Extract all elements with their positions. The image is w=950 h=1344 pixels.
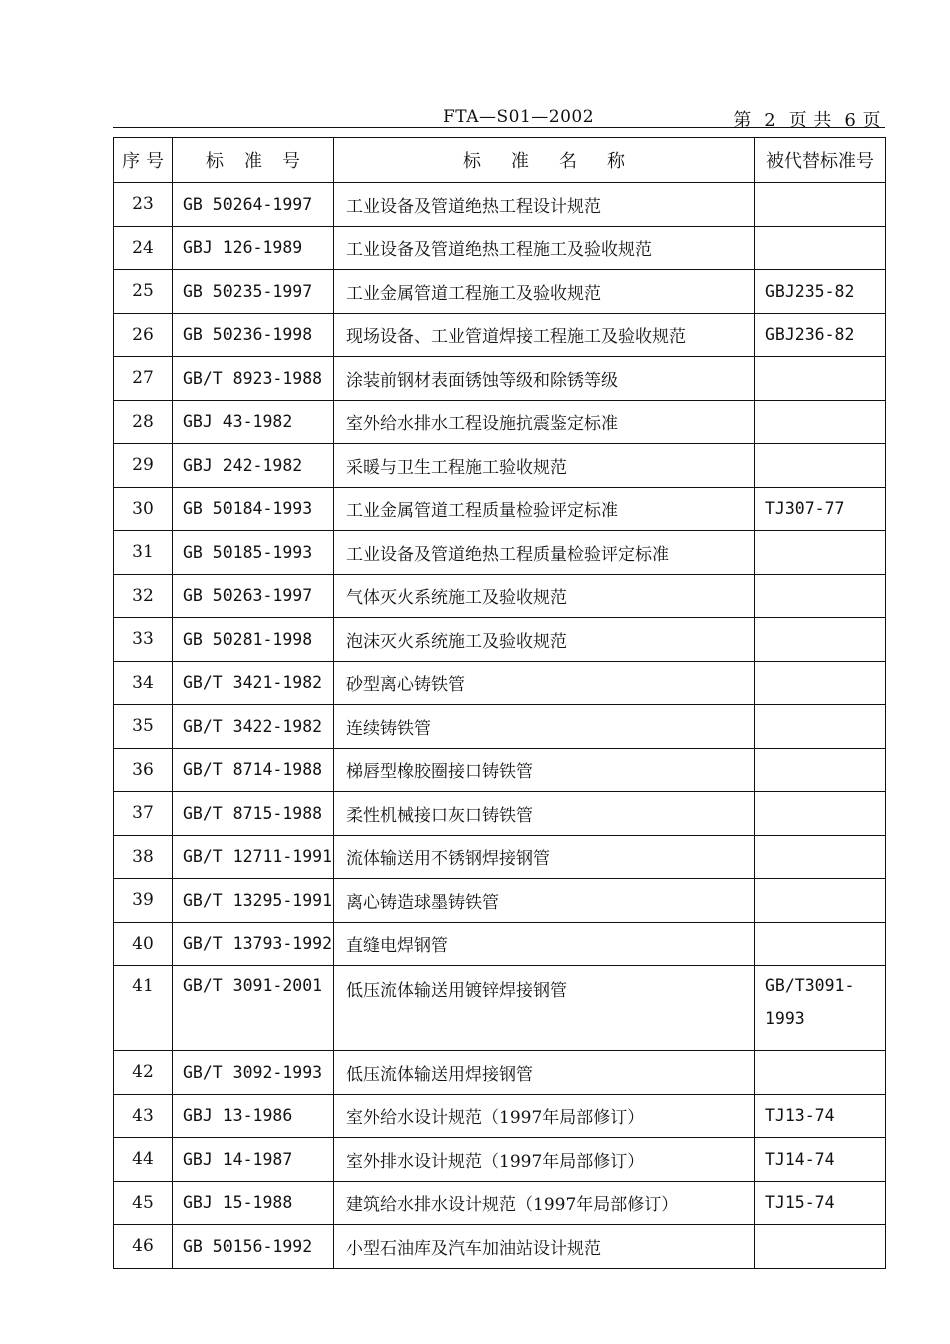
replaced-standard: TJ307-77 [755,487,886,531]
replaced-standard [755,226,886,270]
table-row [114,618,886,662]
table-row [114,1094,886,1138]
table-row [114,835,886,879]
row-number: 40 [114,922,173,966]
table-row [114,1225,886,1269]
replaced-standard [755,531,886,575]
row-number: 25 [114,270,173,314]
table-row [114,1138,886,1182]
standard-name: 室外排水设计规范（1997年局部修订） [334,1138,755,1182]
table-row [114,444,886,488]
standard-name: 现场设备、工业管道焊接工程施工及验收规范 [334,313,755,357]
standard-name: 室外给水排水工程设施抗震鉴定标准 [334,400,755,444]
replaced-standard [755,574,886,618]
row-number: 44 [114,1138,173,1182]
standard-code: GB/T 8923-1988 [173,357,334,401]
row-number: 43 [114,1094,173,1138]
replaced-standard [755,400,886,444]
standard-code: GBJ 126-1989 [173,226,334,270]
row-number: 33 [114,618,173,662]
page-header [113,105,885,131]
standard-name: 工业设备及管道绝热工程施工及验收规范 [334,226,755,270]
table-row [114,748,886,792]
replaced-standard: TJ13-74 [755,1094,886,1138]
replaced-standard [755,1051,886,1095]
standard-name: 低压流体输送用焊接钢管 [334,1051,755,1095]
table-row [114,531,886,575]
replaced-standard [755,357,886,401]
standard-code: GB 50264-1997 [173,183,334,227]
replaced-standard [755,879,886,923]
row-number: 28 [114,400,173,444]
standard-name: 直缝电焊钢管 [334,922,755,966]
table-row [114,226,886,270]
replaced-standard: GBJ235-82 [755,270,886,314]
standard-code: GB 50185-1993 [173,531,334,575]
table-row [114,270,886,314]
standard-code: GB/T 13295-1991 [173,879,334,923]
row-number: 42 [114,1051,173,1095]
standard-name: 采暖与卫生工程施工验收规范 [334,444,755,488]
column-header-no: 序号 [114,138,173,183]
replaced-standard [755,1225,886,1269]
replaced-standard [755,444,886,488]
replaced-standard [755,183,886,227]
standard-name: 柔性机械接口灰口铸铁管 [334,792,755,836]
replaced-standard [755,835,886,879]
standard-code: GBJ 15-1988 [173,1181,334,1225]
standard-name: 涂装前钢材表面锈蚀等级和除锈等级 [334,357,755,401]
row-number: 45 [114,1181,173,1225]
standard-code: GB 50263-1997 [173,574,334,618]
standard-name: 离心铸造球墨铸铁管 [334,879,755,923]
standard-code: GB 50281-1998 [173,618,334,662]
standard-name: 工业金属管道工程质量检验评定标准 [334,487,755,531]
standard-code: GB/T 8715-1988 [173,792,334,836]
table-row [114,922,886,966]
standard-name: 低压流体输送用镀锌焊接钢管 [334,966,755,1051]
row-number: 30 [114,487,173,531]
table-row [114,357,886,401]
table-row [114,1051,886,1095]
standard-code: GB/T 3421-1982 [173,661,334,705]
replaced-standard: GB/T3091- 1993 [755,966,886,1051]
standard-name: 小型石油库及汽车加油站设计规范 [334,1225,755,1269]
row-number: 26 [114,313,173,357]
standard-code: GB/T 3422-1982 [173,705,334,749]
replaced-standard: TJ14-74 [755,1138,886,1182]
table-header-row [114,138,886,183]
row-number: 29 [114,444,173,488]
table-row [114,661,886,705]
standard-name: 工业设备及管道绝热工程质量检验评定标准 [334,531,755,575]
row-number: 46 [114,1225,173,1269]
row-number: 39 [114,879,173,923]
standard-code: GB 50236-1998 [173,313,334,357]
table-row [114,400,886,444]
standard-code: GBJ 13-1986 [173,1094,334,1138]
replaced-standard: GBJ236-82 [755,313,886,357]
standard-code: GBJ 14-1987 [173,1138,334,1182]
standard-code: GBJ 242-1982 [173,444,334,488]
standard-code: GBJ 43-1982 [173,400,334,444]
standard-code: GB 50156-1992 [173,1225,334,1269]
replaced-standard: TJ15-74 [755,1181,886,1225]
standard-name: 泡沫灭火系统施工及验收规范 [334,618,755,662]
column-header-name: 标准名称 [334,138,755,183]
standard-code: GB/T 12711-1991 [173,835,334,879]
table-body [114,183,886,1269]
standard-name: 梯唇型橡胶圈接口铸铁管 [334,748,755,792]
standard-code: GB 50235-1997 [173,270,334,314]
replaced-standard [755,748,886,792]
standard-code: GB/T 3092-1993 [173,1051,334,1095]
row-number: 24 [114,226,173,270]
standard-name: 工业金属管道工程施工及验收规范 [334,270,755,314]
row-number: 35 [114,705,173,749]
replaced-standard [755,705,886,749]
standard-code: GB 50184-1993 [173,487,334,531]
standards-table [113,137,886,1269]
standard-name: 连续铸铁管 [334,705,755,749]
row-number: 34 [114,661,173,705]
row-number: 31 [114,531,173,575]
row-number: 38 [114,835,173,879]
row-number: 23 [114,183,173,227]
replaced-standard [755,922,886,966]
header-rule [113,127,885,128]
table-row [114,313,886,357]
row-number: 32 [114,574,173,618]
replaced-standard [755,792,886,836]
column-header-code: 标准号 [173,138,334,183]
row-number: 41 [114,966,173,1051]
table-row [114,487,886,531]
standard-name: 工业设备及管道绝热工程设计规范 [334,183,755,227]
table-row [114,1181,886,1225]
table-row [114,966,886,1051]
row-number: 37 [114,792,173,836]
row-number: 36 [114,748,173,792]
standard-name: 砂型离心铸铁管 [334,661,755,705]
document-code: FTA—S01—2002 [443,107,595,127]
table-row [114,792,886,836]
replaced-standard [755,618,886,662]
standard-code: GB/T 13793-1992 [173,922,334,966]
table-row [114,183,886,227]
table-row [114,879,886,923]
column-header-replaced: 被代替标准号 [755,138,886,183]
standard-code: GB/T 8714-1988 [173,748,334,792]
row-number: 27 [114,357,173,401]
standard-name: 流体输送用不锈钢焊接钢管 [334,835,755,879]
standard-name: 建筑给水排水设计规范（1997年局部修订） [334,1181,755,1225]
table-row [114,705,886,749]
page-number-info: 第 2 页 共 6 页 [733,110,881,131]
standard-name: 气体灭火系统施工及验收规范 [334,574,755,618]
standard-code: GB/T 3091-2001 [173,966,334,1051]
standard-name: 室外给水设计规范（1997年局部修订） [334,1094,755,1138]
replaced-standard [755,661,886,705]
table-row [114,574,886,618]
